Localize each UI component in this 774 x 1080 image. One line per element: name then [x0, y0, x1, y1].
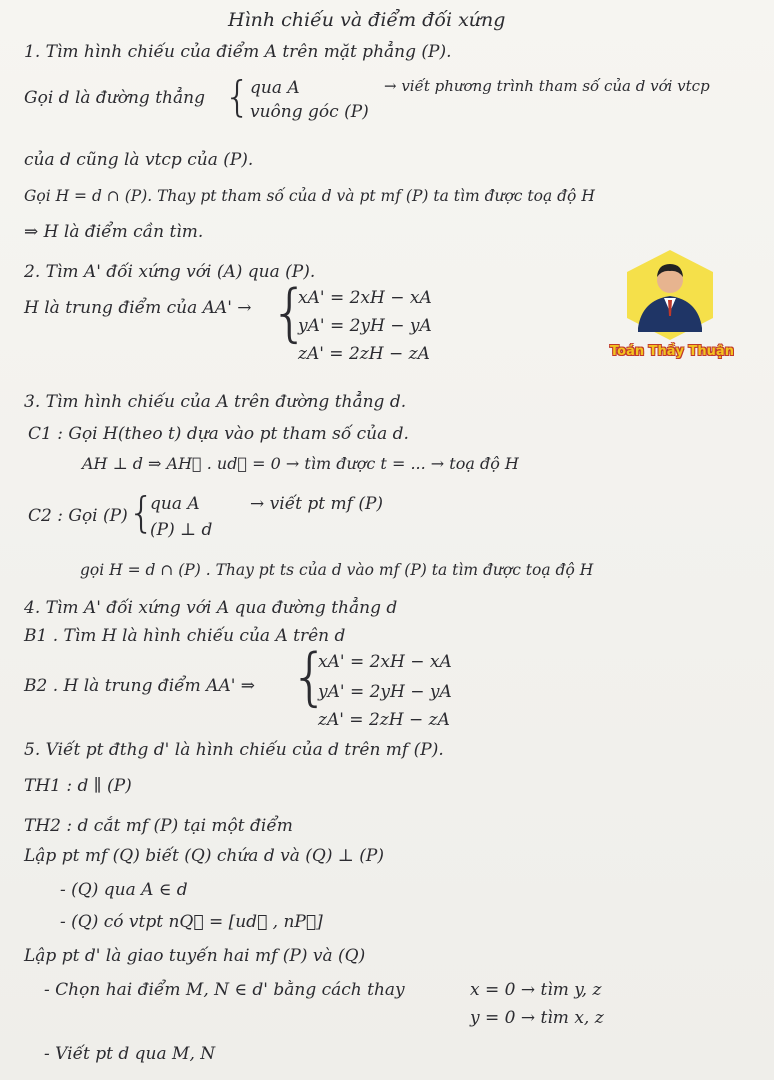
teacher-logo: [620, 250, 720, 340]
section-1-line-2: của d cũng là vtcp của (P).: [24, 150, 254, 170]
section-4-formula-y: yA' = 2yH − yA: [318, 682, 452, 702]
section-3-c1-line-2: AH ⊥ d ⇒ AH⃗ . ud⃗ = 0 → tìm được t = ... → toạ độ H: [82, 454, 519, 473]
section-2-line-1: H là trung điểm của AA' →: [24, 298, 252, 318]
section-3-c2: C2 : Gọi (P): [28, 506, 128, 526]
section-1-line-3: Gọi H = d ∩ (P). Thay pt tham số của d và pt mf (P) ta tìm được toạ độ H: [24, 187, 595, 205]
section-3-c2-brace-2: (P) ⊥ d: [150, 520, 213, 540]
section-5-heading: 5. Viết pt đthg d' là hình chiếu của d trên mf (P).: [24, 740, 444, 760]
section-2-formula-y: yA' = 2yH − yA: [298, 316, 432, 336]
section-4-formula-z: zA' = 2zH − zA: [318, 710, 450, 730]
section-5-line-2: - (Q) qua A ∈ d: [60, 880, 188, 900]
section-2-heading: 2. Tìm A' đối xứng với (A) qua (P).: [24, 262, 316, 282]
section-5-line-4: Lập pt d' là giao tuyến hai mf (P) và (Q): [24, 946, 366, 966]
section-5-line-3: - (Q) có vtpt nQ⃗ = [ud⃗ , nP⃗]: [60, 912, 323, 932]
page-title: Hình chiếu và điểm đối xứng: [228, 9, 506, 31]
section-4-heading: 4. Tìm A' đối xứng với A qua đường thẳng d: [24, 598, 398, 618]
section-5-th2: TH2 : d cắt mf (P) tại một điểm: [24, 816, 293, 836]
section-1-line-1: Gọi d là đường thẳng: [24, 88, 205, 108]
brace-icon: {: [290, 640, 330, 713]
section-3-c2-right: → viết pt mf (P): [250, 494, 384, 514]
section-5-line-5-option-a: x = 0 → tìm y, z: [470, 980, 602, 1000]
section-3-c2-line-3: gọi H = d ∩ (P) . Thay pt ts của d vào mf (P) ta tìm được toạ độ H: [80, 561, 594, 579]
section-1-line-4: ⇒ H là điểm cần tìm.: [24, 222, 204, 242]
section-4-formula-x: xA' = 2xH − xA: [318, 652, 452, 672]
section-5-line-5: - Chọn hai điểm M, N ∈ d' bằng cách thay: [44, 980, 405, 1000]
section-5-th1: TH1 : d ∥ (P): [24, 776, 132, 796]
brace-icon: {: [224, 72, 251, 121]
section-1-heading: 1. Tìm hình chiếu của điểm A trên mặt phẳng (P).: [24, 42, 452, 62]
section-4-b2: B2 . H là trung điểm AA' ⇒: [24, 676, 256, 696]
section-3-heading: 3. Tìm hình chiếu của A trên đường thẳng d.: [24, 392, 407, 412]
section-3-c2-brace-1: qua A: [150, 494, 200, 514]
section-1-line-1-right: → viết phương trình tham số của d với vtcp: [384, 77, 710, 95]
section-4-b1: B1 . Tìm H là hình chiếu của A trên d: [24, 626, 346, 646]
section-2-formula-z: zA' = 2zH − zA: [298, 344, 430, 364]
section-3-c1: C1 : Gọi H(theo t) dựa vào pt tham số của d.: [28, 424, 409, 444]
section-1-brace-line-2: vuông góc (P): [250, 102, 369, 122]
section-2-formula-x: xA' = 2xH − xA: [298, 288, 432, 308]
section-1-brace-line-1: qua A: [250, 78, 300, 98]
section-5-line-1: Lập pt mf (Q) biết (Q) chứa d và (Q) ⊥ (P): [24, 846, 384, 866]
logo-caption: Toán Thầy Thuận: [610, 344, 734, 359]
brace-icon: {: [128, 488, 155, 537]
section-5-line-5-option-b: y = 0 → tìm x, z: [470, 1008, 604, 1028]
section-5-line-6: - Viết pt d qua M, N: [44, 1044, 216, 1064]
brace-icon: {: [270, 276, 310, 349]
